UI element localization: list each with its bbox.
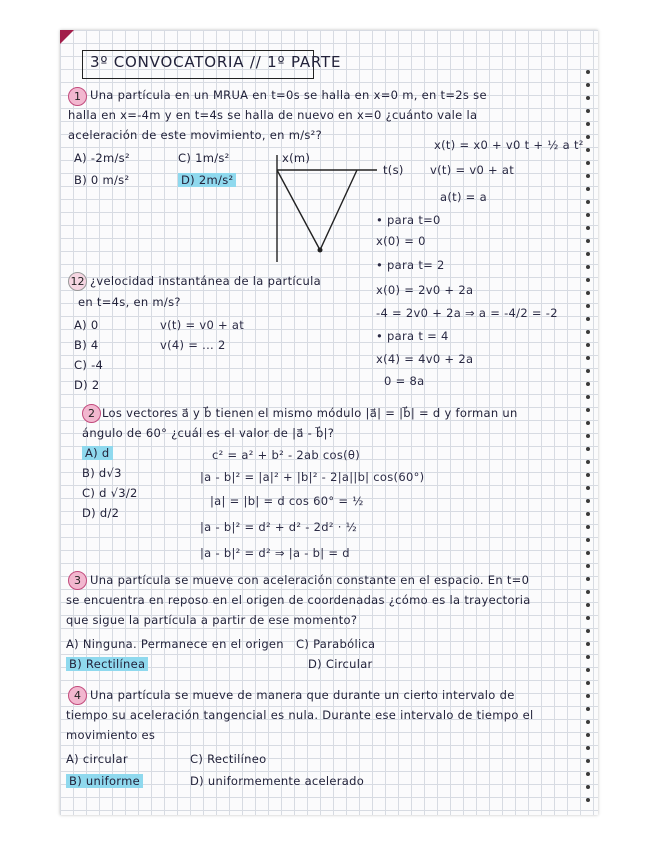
q1-work-line-8: -4 = 2v0 + 2a ⇒ a = -4/2 = -2 bbox=[376, 306, 558, 320]
binding-hole bbox=[586, 83, 590, 87]
binding-hole bbox=[586, 265, 590, 269]
binding-hole bbox=[586, 70, 590, 74]
binding-hole bbox=[586, 681, 590, 685]
binding-hole bbox=[586, 278, 590, 282]
binding-hole bbox=[586, 148, 590, 152]
graph-y-label: x(m) bbox=[282, 151, 311, 165]
binding-hole bbox=[586, 174, 590, 178]
graph-curve bbox=[277, 170, 357, 250]
binding-hole bbox=[586, 746, 590, 750]
q2-text-line-2: ángulo de 60° ¿cuál es el valor de |a⃗ - b⃗|? bbox=[82, 426, 335, 440]
q2-work-line-4: |a - b|² = d² + d² - 2d² · ½ bbox=[200, 520, 358, 534]
q1-work-line-2: v(t) = v0 + at bbox=[430, 163, 515, 177]
corner-ribbon bbox=[60, 30, 74, 44]
binding-hole bbox=[586, 356, 590, 360]
binding-hole bbox=[586, 226, 590, 230]
notebook-page bbox=[60, 30, 598, 815]
q1b-option-b: B) 4 bbox=[74, 338, 99, 352]
binding-hole bbox=[586, 551, 590, 555]
binding-hole bbox=[586, 369, 590, 373]
q4-option-b: B) uniforme bbox=[66, 774, 143, 788]
binding-hole bbox=[586, 252, 590, 256]
spiral-binding bbox=[586, 30, 592, 815]
q1-option-d-wrap bbox=[178, 173, 236, 187]
position-time-graph bbox=[265, 150, 385, 270]
binding-hole bbox=[586, 577, 590, 581]
q2-work-line-2: |a - b|² = |a|² + |b|² - 2|a||b| cos(60°) bbox=[200, 470, 425, 484]
binding-hole bbox=[586, 343, 590, 347]
question-number-12: 12 bbox=[68, 272, 87, 291]
q4-text-line-2: tiempo su aceleración tangencial es nula. Durante ese intervalo de tiempo el bbox=[66, 708, 534, 722]
q1b-text-line-1: ¿velocidad instantánea de la partícula bbox=[90, 274, 321, 288]
q1b-work-line-2: v(4) = ... 2 bbox=[160, 338, 226, 352]
binding-hole bbox=[586, 486, 590, 490]
q4-text-line-1: Una partícula se mueve de manera que durante un cierto intervalo de bbox=[90, 688, 515, 702]
binding-hole bbox=[586, 733, 590, 737]
binding-hole bbox=[586, 785, 590, 789]
q2-work-line-5: |a - b|² = d² ⇒ |a - b| = d bbox=[200, 546, 350, 560]
binding-hole bbox=[586, 122, 590, 126]
q1-work-line-1: x(t) = x0 + v0 t + ½ a t² bbox=[434, 138, 584, 152]
binding-hole bbox=[586, 603, 590, 607]
q2-option-d: D) d/2 bbox=[82, 506, 120, 520]
q1-text-line-2: halla en x=-4m y en t=4s se halla de nuevo en x=0 ¿cuánto vale la bbox=[68, 108, 478, 122]
question-number-4: 4 bbox=[68, 686, 87, 705]
q1-work-line-6: • para t= 2 bbox=[376, 258, 445, 272]
q3-option-d: D) Circular bbox=[308, 657, 373, 671]
binding-hole bbox=[586, 408, 590, 412]
binding-hole bbox=[586, 707, 590, 711]
binding-hole bbox=[586, 200, 590, 204]
question-number-1: 1 bbox=[68, 87, 87, 106]
q1b-option-a: A) 0 bbox=[74, 318, 99, 332]
binding-hole bbox=[586, 187, 590, 191]
q1-work-line-11: 0 = 8a bbox=[384, 374, 425, 388]
q1b-work-line-1: v(t) = v0 + at bbox=[160, 318, 245, 332]
binding-hole bbox=[586, 655, 590, 659]
q1-text-line-3: aceleración de este movimiento, en m/s²? bbox=[68, 128, 322, 142]
binding-hole bbox=[586, 642, 590, 646]
binding-hole bbox=[586, 109, 590, 113]
binding-hole bbox=[586, 473, 590, 477]
binding-hole bbox=[586, 525, 590, 529]
q1-work-line-5: x(0) = 0 bbox=[376, 234, 426, 248]
binding-hole bbox=[586, 434, 590, 438]
graph-vertex-point bbox=[318, 248, 323, 253]
q3-option-a: A) Ninguna. Permanece en el origen bbox=[66, 637, 284, 651]
binding-hole bbox=[586, 538, 590, 542]
binding-hole bbox=[586, 512, 590, 516]
binding-hole bbox=[586, 772, 590, 776]
binding-hole bbox=[586, 447, 590, 451]
q4-option-a: A) circular bbox=[66, 752, 128, 766]
q3-option-b: B) Rectilínea bbox=[66, 657, 148, 671]
binding-hole bbox=[586, 96, 590, 100]
q1-option-a: A) -2m/s² bbox=[74, 151, 130, 165]
q2-option-b: B) d√3 bbox=[82, 466, 122, 480]
q4-option-d: D) uniformemente acelerado bbox=[190, 774, 365, 788]
q2-work-line-3: |a| = |b| = d cos 60° = ½ bbox=[210, 494, 364, 508]
binding-hole bbox=[586, 798, 590, 802]
q1-work-line-3: a(t) = a bbox=[440, 190, 487, 204]
binding-hole bbox=[586, 239, 590, 243]
q2-option-a-wrap bbox=[82, 446, 113, 460]
binding-hole bbox=[586, 421, 590, 425]
q4-text-line-3: movimiento es bbox=[66, 728, 156, 742]
q4-option-b-wrap bbox=[66, 774, 143, 788]
q1-option-d: D) 2m/s² bbox=[178, 173, 236, 187]
q1-work-line-4: • para t=0 bbox=[376, 213, 441, 227]
q4-option-c: C) Rectilíneo bbox=[190, 752, 267, 766]
binding-hole bbox=[586, 317, 590, 321]
binding-hole bbox=[586, 616, 590, 620]
q1b-text-line-2: en t=4s, en m/s? bbox=[78, 295, 181, 309]
q2-option-c: C) d √3/2 bbox=[82, 486, 138, 500]
q1b-option-c: C) -4 bbox=[74, 358, 104, 372]
binding-hole bbox=[586, 330, 590, 334]
q3-option-b-wrap bbox=[66, 657, 148, 671]
binding-hole bbox=[586, 135, 590, 139]
binding-hole bbox=[586, 668, 590, 672]
binding-hole bbox=[586, 629, 590, 633]
q3-text-line-3: que sigue la partícula a partir de ese momento? bbox=[66, 613, 358, 627]
question-number-3: 3 bbox=[68, 571, 87, 590]
binding-hole bbox=[586, 720, 590, 724]
binding-hole bbox=[586, 499, 590, 503]
binding-hole bbox=[586, 213, 590, 217]
q1-work-line-10: x(4) = 4v0 + 2a bbox=[376, 352, 474, 366]
graph-x-label: t(s) bbox=[383, 163, 404, 177]
q3-text-line-1: Una partícula se mueve con aceleración constante en el espacio. En t=0 bbox=[90, 573, 530, 587]
binding-hole bbox=[586, 304, 590, 308]
q2-option-a: A) d bbox=[82, 446, 113, 460]
binding-hole bbox=[586, 564, 590, 568]
binding-hole bbox=[586, 759, 590, 763]
q1b-option-d: D) 2 bbox=[74, 378, 100, 392]
q1-work-line-7: x(0) = 2v0 + 2a bbox=[376, 283, 474, 297]
binding-hole bbox=[586, 590, 590, 594]
q3-option-c: C) Parabólica bbox=[296, 637, 376, 651]
question-number-2: 2 bbox=[82, 404, 101, 423]
q1-work-line-9: • para t = 4 bbox=[376, 329, 449, 343]
q2-work-line-1: c² = a² + b² - 2ab cos(θ) bbox=[212, 448, 361, 462]
page-title: 3º CONVOCATORIA // 1º PARTE bbox=[90, 53, 342, 71]
binding-hole bbox=[586, 694, 590, 698]
binding-hole bbox=[586, 382, 590, 386]
binding-hole bbox=[586, 161, 590, 165]
q1-option-b: B) 0 m/s² bbox=[74, 173, 130, 187]
q1-text-line-1: Una partícula en un MRUA en t=0s se halla en x=0 m, en t=2s se bbox=[90, 88, 487, 102]
q2-text-line-1: Los vectores a⃗ y b⃗ tienen el mismo módulo |a⃗| = |b⃗| = d y forman un bbox=[102, 406, 518, 420]
binding-hole bbox=[586, 395, 590, 399]
binding-hole bbox=[586, 291, 590, 295]
binding-hole bbox=[586, 460, 590, 464]
q3-text-line-2: se encuentra en reposo en el origen de coordenadas ¿cómo es la trayectoria bbox=[66, 593, 531, 607]
q1-option-c: C) 1m/s² bbox=[178, 151, 230, 165]
